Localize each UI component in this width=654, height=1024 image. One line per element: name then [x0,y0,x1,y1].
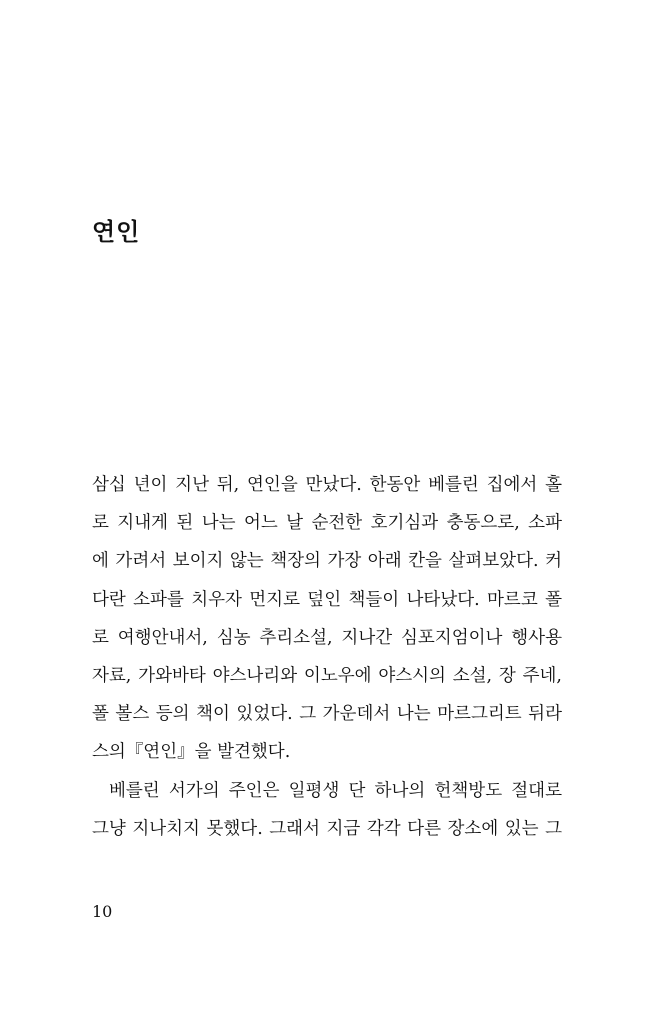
text-line: 다란 소파를 치우자 먼지로 덮인 책들이 나타났다. 마르코 폴 [92,589,562,610]
page-number: 10 [92,902,113,921]
text-line: 자료, 가와바타 야스나리와 이노우에 야스시의 소설, 장 주네, [92,665,562,686]
body-text [92,470,562,852]
text-line: 로 지내게 된 나는 어느 날 순전한 호기심과 충동으로, 소파 [92,513,562,534]
chapter-title: 연인 [92,218,141,246]
text-line: 로 여행안내서, 심농 추리소설, 지나간 심포지엄이나 행사용 [92,627,562,648]
text-line: 스의『연인』을 발견했다. [92,742,291,763]
text-line: 에 가려서 보이지 않는 책장의 가장 아래 칸을 살펴보았다. 커 [92,551,562,572]
text-line: 삼십 년이 지난 뒤, 연인을 만났다. 한동안 베를린 집에서 홀 [92,475,562,495]
text-line: 베를린 서가의 주인은 일평생 단 하나의 헌책방도 절대로 [109,780,562,801]
text-line: 그냥 지나치지 못했다. 그래서 지금 각각 다른 장소에 있는 그 [92,818,562,839]
text-line: 폴 볼스 등의 책이 있었다. 그 가운데서 나는 마르그리트 뒤라 [92,704,562,725]
